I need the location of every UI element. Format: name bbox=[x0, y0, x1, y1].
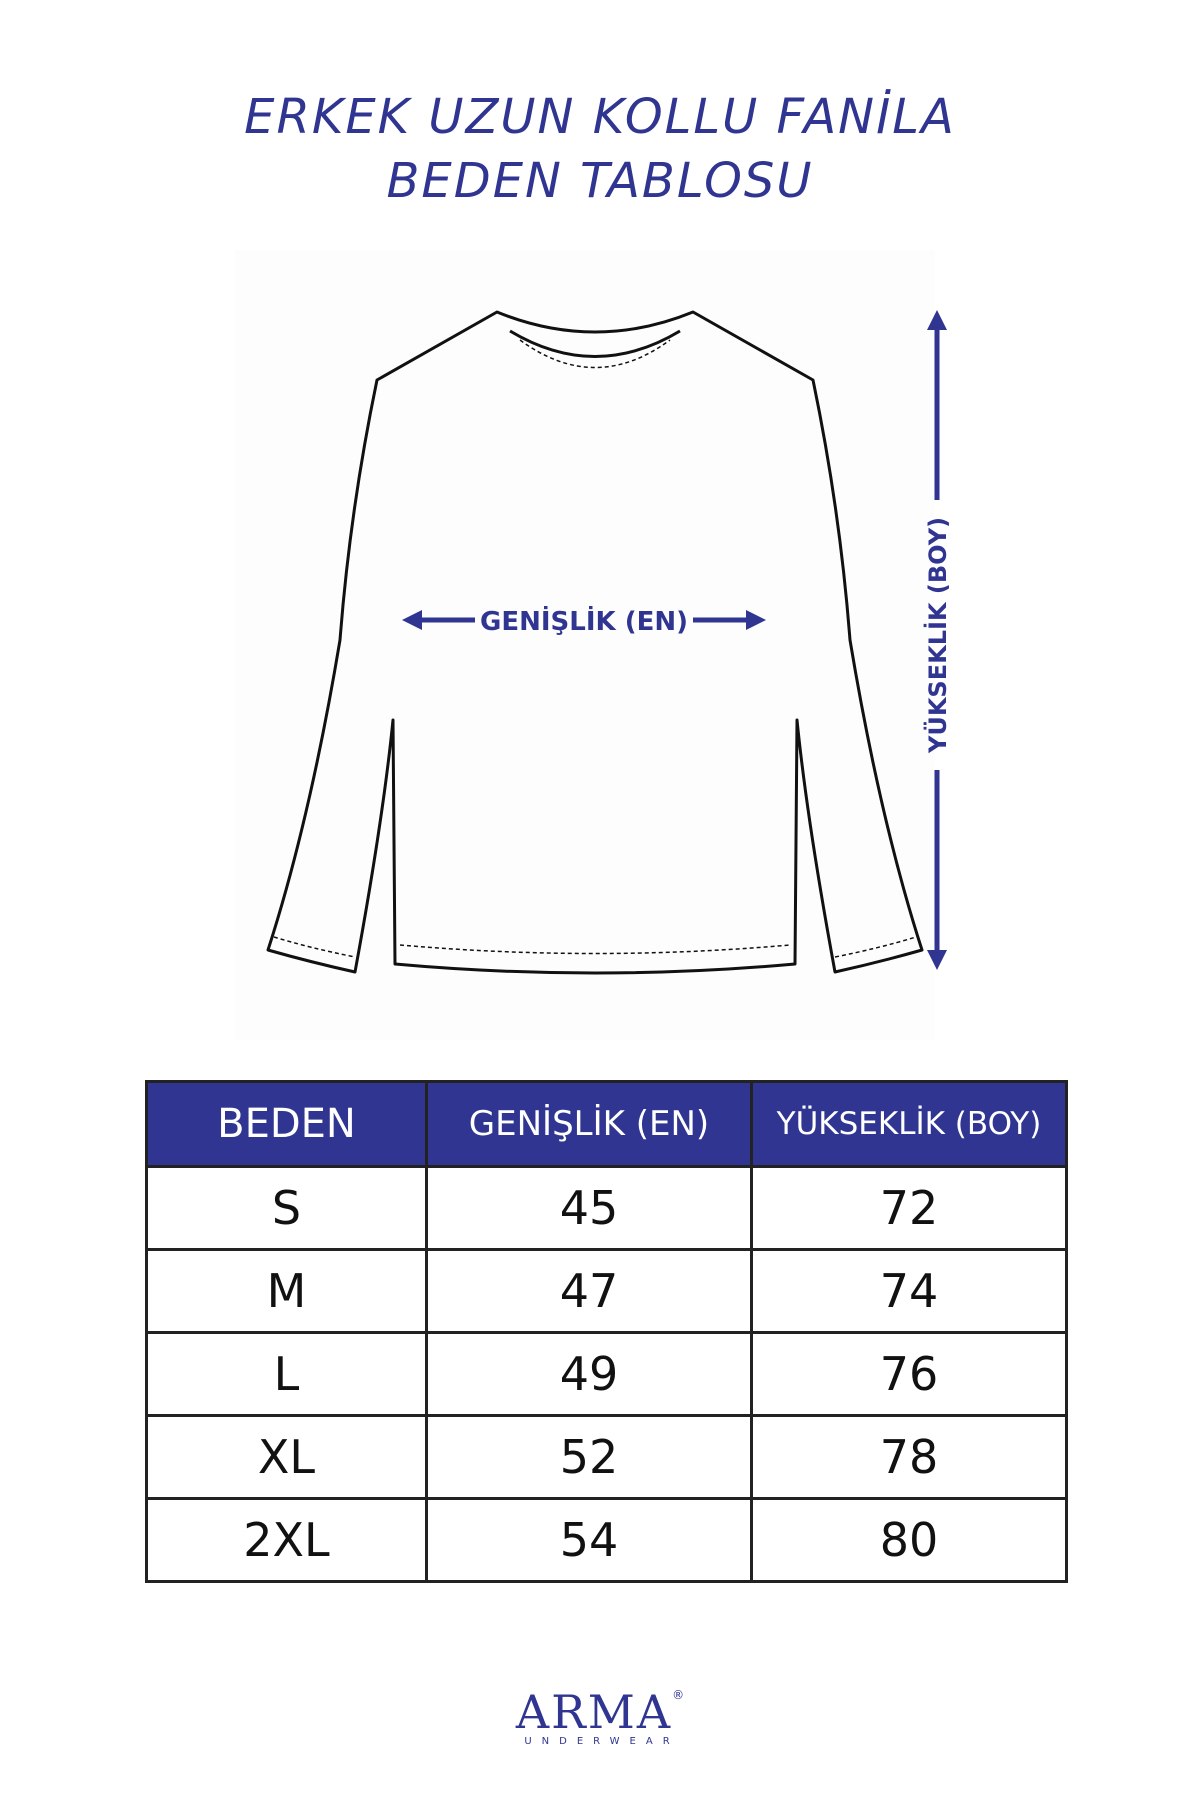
table-row bbox=[147, 1250, 1067, 1333]
height-label: YÜKSEKLİK (BOY) bbox=[924, 516, 952, 754]
brand-tagline: UNDERWEAR bbox=[524, 1736, 680, 1747]
collar-inner bbox=[510, 331, 680, 357]
table-row bbox=[147, 1416, 1067, 1499]
width-cell: 45 bbox=[427, 1167, 752, 1250]
registered-mark: ® bbox=[672, 1688, 685, 1702]
width-label: GENİŞLİK (EN) bbox=[480, 607, 688, 637]
table-row bbox=[147, 1167, 1067, 1250]
size-table bbox=[145, 1080, 1068, 1583]
long-sleeve-shirt-icon bbox=[268, 312, 922, 973]
width-cell: 54 bbox=[427, 1499, 752, 1582]
width-cell: 47 bbox=[427, 1250, 752, 1333]
column-header-height: YÜKSEKLİK (BOY) bbox=[752, 1082, 1067, 1167]
column-header-width: GENİŞLİK (EN) bbox=[427, 1082, 752, 1167]
width-cell: 49 bbox=[427, 1333, 752, 1416]
size-cell: M bbox=[147, 1250, 427, 1333]
shirt-outline bbox=[268, 312, 922, 973]
height-cell: 76 bbox=[752, 1333, 1067, 1416]
table-row bbox=[147, 1333, 1067, 1416]
height-cell: 78 bbox=[752, 1416, 1067, 1499]
hem-seam bbox=[400, 945, 790, 954]
page-title-line-1: ERKEK UZUN KOLLU FANİLA bbox=[244, 89, 956, 145]
page-title-line-2: BEDEN TABLOSU bbox=[386, 153, 814, 209]
size-cell: 2XL bbox=[147, 1499, 427, 1582]
column-header-size: BEDEN bbox=[147, 1082, 427, 1167]
height-cell: 80 bbox=[752, 1499, 1067, 1582]
width-cell: 52 bbox=[427, 1416, 752, 1499]
size-cell: XL bbox=[147, 1416, 427, 1499]
brand-logo bbox=[0, 1685, 1200, 1748]
brand-name: ARMA bbox=[515, 1685, 673, 1739]
height-cell: 72 bbox=[752, 1167, 1067, 1250]
table-row bbox=[147, 1499, 1067, 1582]
size-cell: L bbox=[147, 1333, 427, 1416]
table-header-row bbox=[147, 1082, 1067, 1167]
height-cell: 74 bbox=[752, 1250, 1067, 1333]
collar-seam bbox=[520, 340, 670, 368]
size-cell: S bbox=[147, 1167, 427, 1250]
